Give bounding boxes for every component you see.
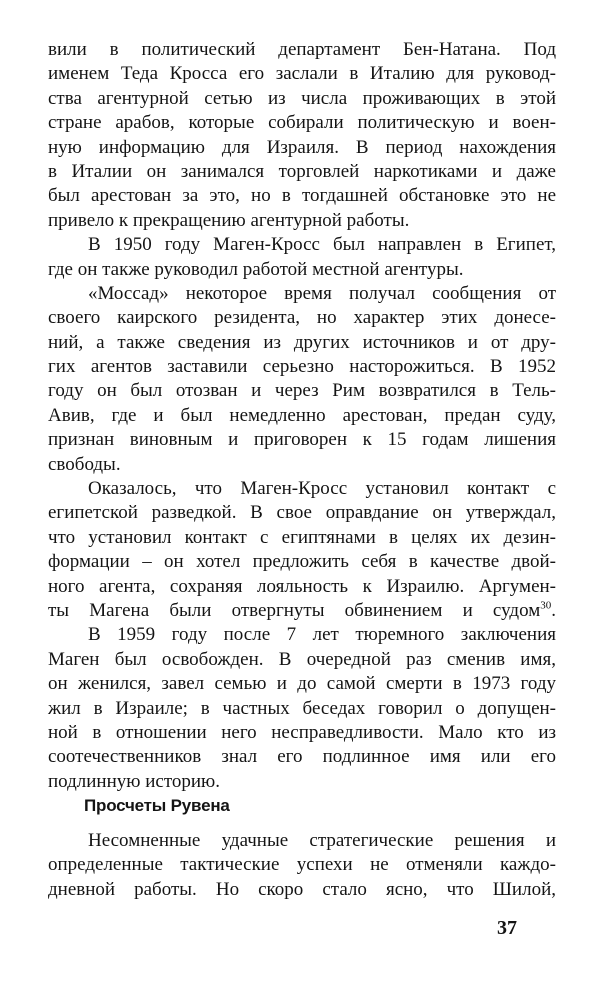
text-line: египетской разведкой. В свое оправдание он утверждал, — [48, 502, 556, 524]
text-line: он женился, завел семью и до самой смерти в 1973 году — [48, 673, 556, 695]
text-line: в Италии он занимался торговлей наркотиками и даже — [48, 160, 556, 182]
text-line: дневной работы. Но скоро стало ясно, что Шилой, — [48, 878, 556, 900]
text-line: В 1950 году Маген-Кросс был направлен в Египет, — [88, 234, 556, 256]
text-line: Несомненные удачные стратегические решения и — [88, 830, 556, 851]
text-line: ний, а также сведения из других источников и от дру- — [48, 331, 556, 353]
text-line: стране арабов, которые собирали политическую и воен- — [48, 112, 556, 134]
text-line: именем Теда Кросса его заслали в Италию для руковод- — [48, 63, 556, 85]
text-line: ства агентурной сетью из числа проживающих в этой — [48, 87, 556, 109]
text-line: ной в отношении него несправедливости. Мало кто из — [48, 721, 556, 743]
text-line: В 1959 году после 7 лет тюремного заключения — [88, 624, 556, 646]
text-line: жил в Израиле; в частных беседах говорил о допущен- — [48, 697, 556, 719]
text-line: определенные тактические успехи не отменяли каждо- — [48, 854, 556, 876]
text-line: «Моссад» некоторое время получал сообщения от — [88, 282, 556, 304]
page-number: 37 — [497, 917, 517, 939]
text-line: признан виновным и приговорен к 15 годам лишения — [48, 429, 556, 451]
text-line: что установил контакт с египтянами в целях их дезин- — [48, 526, 556, 548]
text-line: свободы. — [48, 453, 121, 475]
text-line: формации – он хотел предложить себя в качестве двой- — [48, 551, 556, 573]
text-line: был арестован за это, но в тогдашней обстановке это не — [48, 185, 556, 207]
text-line: соотечественников знал его подлинное имя или его — [48, 746, 556, 768]
text-line: Маген был освобожден. В очередной раз сменив имя, — [48, 648, 556, 670]
section-heading: Просчеты Рувена — [84, 796, 230, 815]
text-line-with-footnote — [48, 599, 556, 623]
text-segment: . — [551, 599, 556, 621]
text-line: году он был отозван и через Рим возвратился в Тель- — [48, 380, 556, 402]
section-text — [48, 829, 556, 902]
footnote-marker: 30 — [540, 599, 552, 612]
text-line: Оказалось, что Маген-Кросс установил контакт с — [88, 478, 556, 500]
text-segment: ты Магена были отвергнуты обвинением и судом — [48, 599, 541, 621]
text-line: где он также руководил работой местной агентуры. — [48, 258, 464, 280]
text-line: ного агента, сохраняя лояльность к Израилю. Аргумен- — [48, 575, 556, 597]
text-line: ную информацию для Израиля. В период нахождения — [48, 136, 556, 158]
text-line: гих агентов заставили серьезно насторожиться. В 1952 — [48, 356, 556, 378]
text-line: своего каирского резидента, но характер этих донесе- — [48, 307, 556, 329]
text-line: вили в политический департамент Бен-Натана. Под — [48, 39, 556, 60]
text-line: Авив, где и был немедленно арестован, предан суду, — [48, 404, 556, 426]
text-line: привело к прекращению агентурной работы. — [48, 209, 410, 231]
body-text — [48, 38, 556, 794]
text-line: подлинную историю. — [48, 770, 220, 792]
